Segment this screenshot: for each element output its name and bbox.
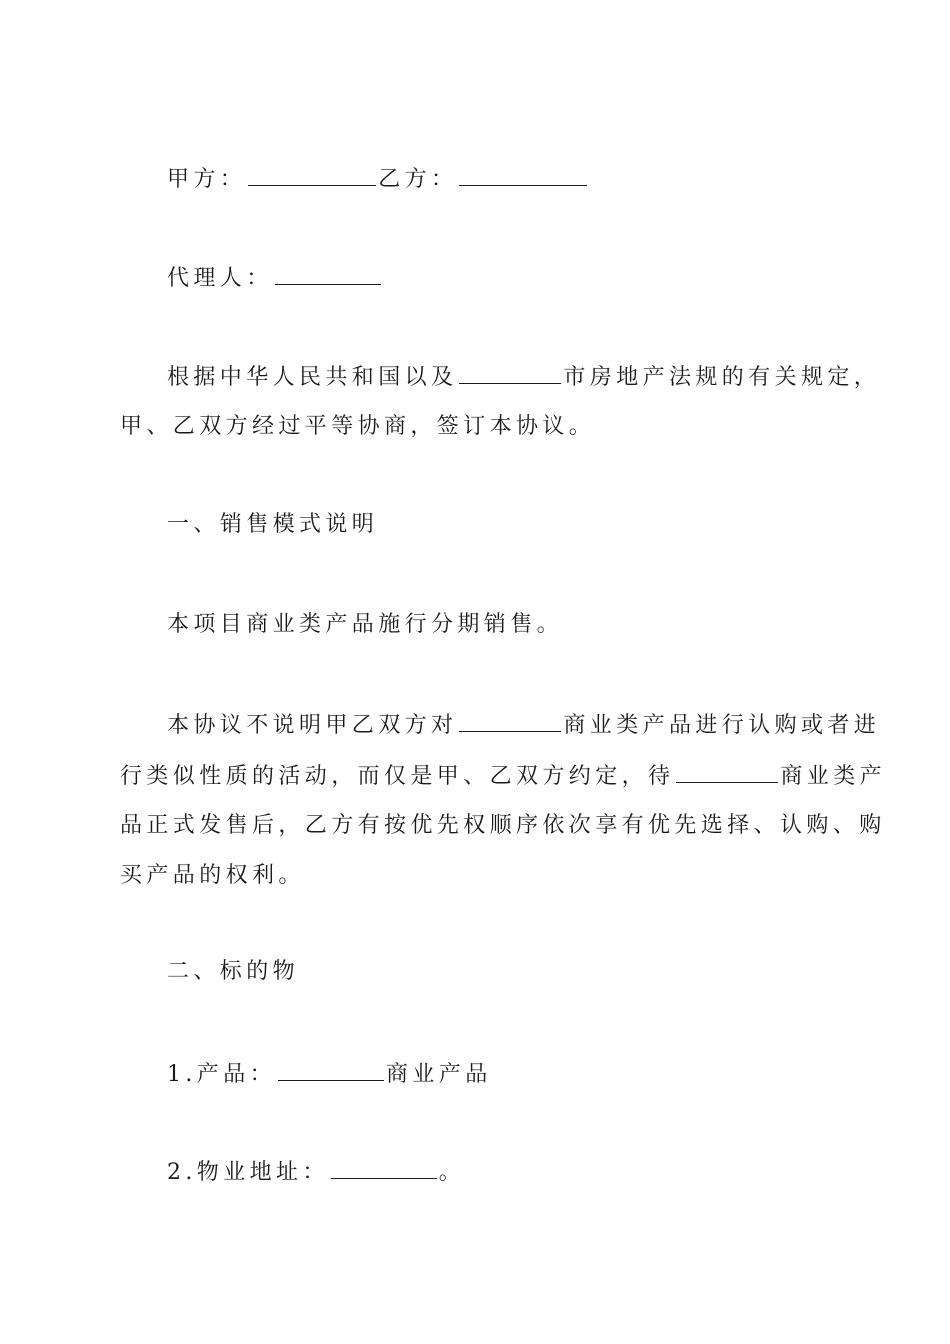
section1-para1: 本项目商业类产品施行分期销售。 bbox=[167, 612, 564, 637]
section2-item1 bbox=[167, 1058, 877, 1090]
agent-label: 代理人： bbox=[167, 266, 273, 291]
product-blank-2 bbox=[676, 760, 778, 783]
item2-label: 2.物业地址： bbox=[167, 1160, 329, 1185]
preamble-text-2: 市房地产法规的有关规定， bbox=[563, 365, 881, 390]
product-blank-1 bbox=[459, 709, 561, 732]
para2-text-1b: 商业类产品进行认购或者进 bbox=[563, 713, 881, 738]
section2-item2 bbox=[167, 1156, 877, 1188]
party-a-blank bbox=[248, 163, 376, 186]
party-b-blank bbox=[459, 163, 587, 186]
agent-blank bbox=[275, 262, 381, 285]
parties-line bbox=[167, 163, 877, 195]
item1-suffix: 商业产品 bbox=[386, 1062, 492, 1087]
section1-para2-line1 bbox=[167, 709, 881, 741]
section1-para2-line2 bbox=[120, 760, 887, 792]
product-name-blank bbox=[278, 1058, 384, 1081]
para2-text-2b: 商业类产 bbox=[780, 764, 887, 789]
preamble-text-1: 根据中华人民共和国以及 bbox=[167, 365, 458, 390]
para2-text-1a: 本协议不说明甲乙双方对 bbox=[167, 713, 458, 738]
address-blank bbox=[331, 1156, 437, 1179]
item2-suffix: 。 bbox=[438, 1160, 466, 1185]
item1-label: 1.产品： bbox=[167, 1062, 276, 1087]
preamble-line-2: 甲、乙双方经过平等协商，签订本协议。 bbox=[120, 414, 596, 439]
section1-heading: 一、销售模式说明 bbox=[167, 512, 379, 537]
city-blank bbox=[459, 361, 561, 384]
party-a-label: 甲方： bbox=[167, 167, 247, 192]
agent-line bbox=[167, 262, 877, 294]
preamble-line-1 bbox=[167, 361, 881, 393]
party-b-label: 乙方： bbox=[378, 167, 458, 192]
para2-text-2a: 行类似性质的活动，而仅是甲、乙双方约定，待 bbox=[120, 764, 675, 789]
section2-heading: 二、标的物 bbox=[167, 959, 300, 984]
section1-para2-line4: 买产品的权利。 bbox=[120, 863, 305, 888]
section1-para2-line3: 品正式发售后，乙方有按优先权顺序依次享有优先选择、认购、购 bbox=[120, 813, 886, 838]
